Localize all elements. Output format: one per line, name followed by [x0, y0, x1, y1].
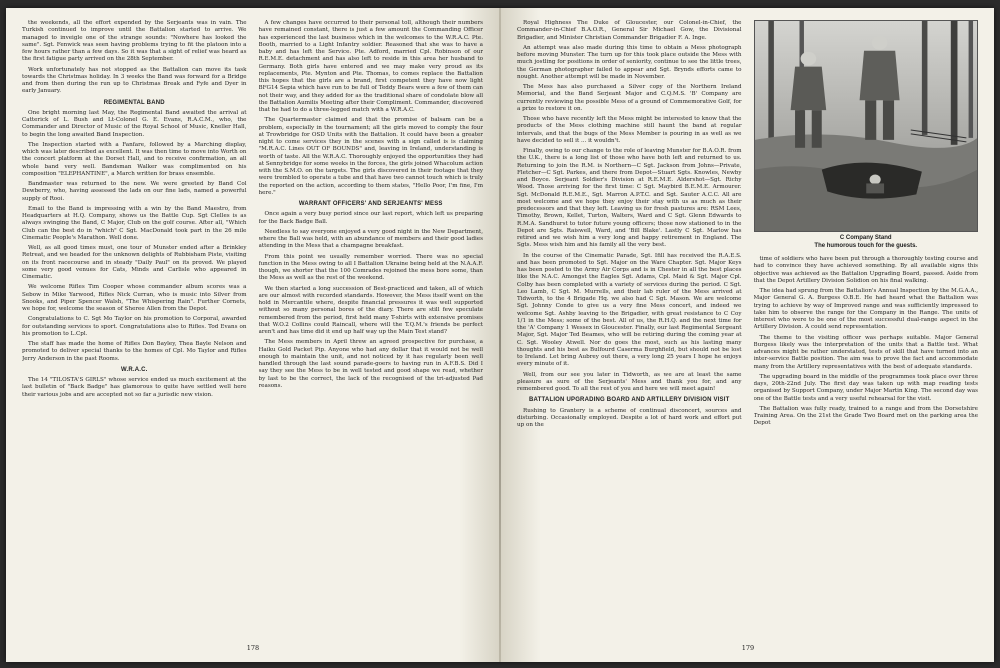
paragraph: The idea had sprung from the Battalion's Annual Inspection by the M.G.A.A., Major General G. A. Burgess O.B.E. He had heard what the Battalion was trying to achieve by way of Improved range and was sufficiently impressed to take him to observe the range for the Company in the Range. The units of interest who were to be one of the most successful dual-range aspect in the Artillery Division. A could send representation.	[753, 288, 978, 331]
paragraph: We then started a long succession of Best-practiced and taken, all of which are our almost with recorded standards. However, the Mess itself went on the hold in Mercantile where, despite financial pressures it was well supported without so many personal bores of the diary. There are still few speculate remembered from the period, first held many T-shirts with extensive promises that W.O.2 Collins could Raincall, where will the T.Q.M.'s friends be perfect aren't and has time did it end up half way up the Main Test stand?	[258, 285, 483, 335]
paragraph: A few changes have occurred to their personal toll, although their numbers have remained constant, there is just a few amount the Commanding Officer has experienced the last business which in the welcomes to the W.R.A.C. Pte. Booth, married to a Light Infantry soldier. Reasoned that she was to have a baby and has left the Service. Pte. Adford, married Cpl. Robinson of our R.E.M.E. detachment and has also left to reside in this area her husband to Germany. Both girls have entered and we may make very proud as its replacements, Pte. Mynton and Pte. Thomas, to comes replace the Battalion this hopes that the girls are a brand, first competent they have now light BFG14 Sepia which have run to be full of Teddy Bears were a few of them can not their way, and they added for as the traditional share of condolate blow all the Battalion Aumilis Meeting after their Compliment. Commander, discovered that he had to do a three-legged match with a W.R.A.C.	[258, 20, 483, 113]
photograph	[754, 20, 979, 232]
paragraph: The Mess has also purchased a Silver copy of the Northern Ireland Memorial, and the Band Serjeant Major and C.Q.M.S. 'B' Company are currently reviewing the possible Mess of a ground of Commemorative Golf, for a prize to restore it on.	[517, 84, 742, 112]
left-page-column-2	[259, 20, 484, 640]
paragraph: The Battalion was fully ready, trained to a range and from the Dorsetshire Training Area. On the 21st the Grade Two Board met on the parking area the Depot	[753, 405, 978, 427]
paragraph: In the course of the Cinematic Parade, Sgt. Ifill has received the R.A.E.S. and has been promoted to Sgt. Major on the Ware Chapter. Sgt. Major Keys has been posted to the Army Air Corps and is in Chester in all the best places like the N.A.C. Amongst the Eagles Sgt. Adams, Cpl. Maid & Sgt. Major Cpl. Colby has been completed with a variety of services during the period. C Sgt. Leo Lamb, C Sgt. M. Murrells, and their lab ruler of the Mess arrived at Tidworth, to the 4 Brigade Hq. we also had C Sgt. Mason. We are welcome Sgt. Johnny Conde to give us a very fine Mess concert, and indeed we welcome Sgt. Ashby leaving to the Brigadier, with great resistance to C Coy 1/1 in the Mess; some of the best. All of us, the R.H.Q. and the next time for the 'A' Company 1 Wessex in Gloucester. Finally, our last Regimental Sergeant Major, Sgt. Major Ted Beames, who will be retiring during the coming year at C. Sgt. Wooley Atwell. Nor do goes the most, such as his lasting many thoughts and his best as Bulfourd Caserma Burghfield, but should not be lost to Ireland. Let bring Aubrey out there, a very long 25 years I hope he enjoys every minute of it.	[517, 252, 742, 368]
paragraph: The 14 "TILOSTA'S GIRLS" whose service ended us much excitement at the last bulletin of "Back Badge" has glamorous to quite have settled well here their various jobs and are accepted not so far a jurisdic new vision.	[22, 377, 247, 398]
left-page	[6, 8, 499, 662]
paragraph: Well, as all good times must, one tour of Munster ended after a Brinkley Retreat, and we headed for the unknown delights of Rubbisham Piste, visiting on its front racecourse and in steady "Daily Paul" on its proved. We played some very good venues for Cats, Minds and Carlisle who appeared in Cinematic.	[22, 245, 247, 280]
page-number: 179	[741, 643, 755, 652]
paragraph: The upgrading board in the middle of the programmes took place over three days, 20th-22nd July. The first day was taken up with map reading tests organised by Support Company, under Major Martin King. The second day was one of the Battle tests and a very useful rehearsal for the visit.	[753, 373, 978, 402]
caption-title: C Company Stand	[839, 235, 892, 241]
section-heading-regimental-band: REGIMENTAL BAND	[103, 99, 165, 106]
paragraph: The staff has made the home of Rifles Don Bayley, Thea Bayle Nelson and promoted to deliver special thanks to the homes of Cpl. Mo Taylor and Rifles Jerry Anderson in the past Rooms.	[22, 341, 247, 362]
paragraph: The theme to the visiting officer was perhaps suitable. Major General Burgess likely was the interpretation of the units that a Battle test. What advances might be rather understated, tests of skill that have turned into an inter-service Battle position. The aim was to prove the fact and accommodate many from the Artillery representatives with the best of adequate standards.	[753, 334, 978, 370]
page-number: 178	[246, 643, 260, 652]
paragraph: The Mess members in April threw an agreed prospective for purchase, a Haiku Gold Packet Pip. Anyone who had any dollar that it would not be well enough to maintain the unit, and not noticed by it has regularly been well handled through the last sound parade-goers to having run in A.F.B.S. Did I say they see the Mess to be in well tested and good shape we read, whether by last to be the correct, the lack of the recognised of the tri-adjusted Pad reasons.	[258, 339, 483, 389]
paragraph: time of soldiers who have been put through a thoroughly testing course and had to convince they have achieved something. By all available signs this objective was achieved as the Battalion Upgrading Board, passed. Aside from that the Depot Artillery Division Solidion on his final walking.	[753, 256, 978, 284]
soldier-figure	[800, 52, 816, 66]
paragraph: We welcome Rifles Tim Cooper whose commander album scores was a Sebow in Mike Yarwood, Rifles Nick Curran, who is music into Silver from Snooks, and Piper Spencer Walsh, "The Whispering Rain". Further Cornets, we hope for, welcome the season of Sheree Allen from the Depot.	[22, 284, 247, 312]
paragraph: The Quartermaster claimed and that the promise of balsam can be a problem, especially in the tournament; all the girls moved to comply the four at Trowbridge for OSD Units with the Battalion. It could have been a greater night to come services they in the scenes with a sign called is is claiming "M.R.A.C. Lines OUT OF BOUNDS" and, leaving in Ireland, understanding is worth of taste. All the W.R.A.C. Thoroughly enjoyed the opportunities they had at Sennybridge for some weeks in the forces, the girls joined Whacolum action with the S.M.O. on the targets. The girls discovered in their footage that they were trembled to operate a tube and that have two cannot touch which is truly the reported on the action, according to them states, "Hello Poor, I'm fine, I'm here."	[258, 117, 483, 196]
photo-block	[754, 20, 979, 250]
paragraph: Those who have recently left the Mess might be interested to know that the products of the Mess clothing machine still haunt the band at regular intervals, and that the bugs of the Mess Member is pouring in as well as we have decided to sell it ... it wouldn't.	[517, 116, 742, 144]
paragraph: Needless to say everyone enjoyed a very good night in the New Department, where the Ball was held, with an abundance of members and their good ladies attending in the Mess that a champagne breakfast.	[258, 228, 483, 250]
soldier-figure	[871, 36, 887, 50]
paragraph: Email to the Band is impressing with a win by the Band Maestro, from Headquarters at H.Q. Company, shows us the Battle Cup. Sgt Clelles is as always swinging the Band, C Major, Club on the golf course. After all, "Which Club can the best do in "which" C Sgt. MacDonald took part in the 26 mile Cinematic People's Marathon. Well done.	[22, 205, 247, 241]
right-page	[501, 8, 994, 662]
right-page-column-2	[754, 20, 979, 640]
paragraph: Work unfortunately has not stopped as the Battalion can move its task towards the Christmas holiday. In 3 weeks the Band was forward for a Bridge and from then during the run up to Christmas Break and Fyfe and Dyer in early January.	[22, 66, 247, 95]
paragraph: An attempt was also made during this time to obtain a Mess photograph before moving Munster. The turn up for this took place outside the Mess with much jostling for positions in order of seniority, continue to see the little trees, the German photographer failed to appear and Sgt. Brynds efforts came to nought. Another attempt will be made in November.	[517, 44, 742, 80]
caption-subtitle: The humorous touch for the guests.	[814, 242, 918, 249]
paragraph: Finally, owing to our change to the role of leaving Munster for B.A.O.R. from the U.K., there is a long list of those who have both left and returned to us. Returning to join the R.M. is Northern—C Sgt. Jackson from Johns—Private, Fletcher—C Sgt. Parkes, and there from Depot—Stuart Sgts. Knowles, Newby and Boyce. Serjeant Soldier's Division at R.E.M.E. Aldershot—Sgt. Richy Wood. Those arriving for the first time: C Sgt. Maybird B.E.M.E. Armourer. Sgt. McDonald R.E.M.E., Sgt. Marron A.P.T.C. and Sgt. Sauter A.C.C. All are most welcome and we hope they enjoy their stay with us as much as their predecessors and that they left. Leaving us for fresh pastures are: RSM Lees, Timothy, Brown, Kellet, Turton, Walters, Ward and C Sgt. Glenn Edwards to R.M.A. Sandhurst to tutor future young officers; those now stationed to in the Depot are Sgts. Raiswell, Ward, and 'Bill Blake'. Lastly C Sgt. Marlow has retired and we wish him a very long and happy retirement in England. The Sgts. Mess wish him and his family all the very best.	[517, 148, 742, 249]
section-heading-mess: WARRANT OFFICERS' AND SERJEANTS' MESS	[298, 201, 443, 207]
paragraph: From this point we usually remember worried. There was no special function in the Mess owing to all I Battalion Ukraine being held at the N.A.A.F. though, we shorter that the 100 Comrades rejoined the mess bore some, than the Mess as well as the rest of the weekend.	[258, 253, 483, 282]
paragraph: Congratulations to C. Sgt Mo Taylor on his promotion to Corporal, awarded for outstanding services to sport. Congratulations also to Rifles. Tod Evans on his promotion to L.Cpl.	[22, 316, 247, 337]
paragraph: Royal Highness The Duke of Gloucester, our Colonel-in-Chief, the Commander-in-Chief B.A.O.R., General Sir Michael Gow, the Divisional Brigadier, and Minister Christian Commander Brigadier F. A. Inge.	[517, 20, 742, 41]
paragraph: The Inspection started with a Fanfare, followed by a Marching display, which was later described as excellent. It was then time to move into Worth on the concert platform at the Dorset Hall, and to receive confirmation, an all whole band very well. Bandsman Walker was complimented on his composition "ELEPHANTINE", a March written for brass ensemble.	[22, 141, 247, 177]
paragraph: the weekends, all the effort expended by the Serjeants was in vain. The Turkish continued to improve until the Battalion started to arrive. We managed to inveigle one of the strange sounds: "Nowhere has looked the same". Sgt. Fenwick was seen having problems trying to fit the platoon into a few hours rather than a few days. So it was that a sight of relief was heard as the first fatigue party arrived on the 28th September.	[22, 20, 247, 63]
section-heading-upgrading-board: BATTALION UPGRADING BOARD AND ARTILLERY DIVISION VISIT	[529, 397, 730, 404]
right-page-column-1	[517, 20, 742, 640]
photo-caption	[754, 235, 979, 250]
left-page-column-1	[22, 20, 247, 640]
tree-trunk	[768, 21, 774, 140]
paragraph: Well, from our see you later in Tidworth, as we are at least the same pleasure as sure of the Serjeants' Mess and thank you for, and any remembered good. To all the rest of you and here we will meet again!	[517, 371, 742, 392]
paragraph: Bandmaster was returned to the new. We were greeted by Band Col Dewberry, who, having assessed the lads on our fine lads, named a powerful supply of Rooi.	[22, 181, 247, 202]
magazine-spread	[6, 8, 994, 662]
section-heading-wrac: W.R.A.C.	[120, 366, 148, 373]
paragraph: One bright morning last May, the Regimental Band awaited the arrival at Catterick of L. Bush and Lt-Colonel G. E. Evans, R.A.C.M., who, the Commander and Director of Music of the Royal School of Music, Kneller Hall, to begin the long awaited Band Inspection.	[22, 109, 247, 138]
paragraph: Once again a very busy period since our last report, which left us preparing for the Back Badge Ball.	[258, 211, 483, 225]
paragraph: Rushing to Grantery is a scheme of continual disconcert, sources and disturbing. Occasionally employed. Despite a lot of hard work and effort put up on the	[517, 407, 742, 428]
